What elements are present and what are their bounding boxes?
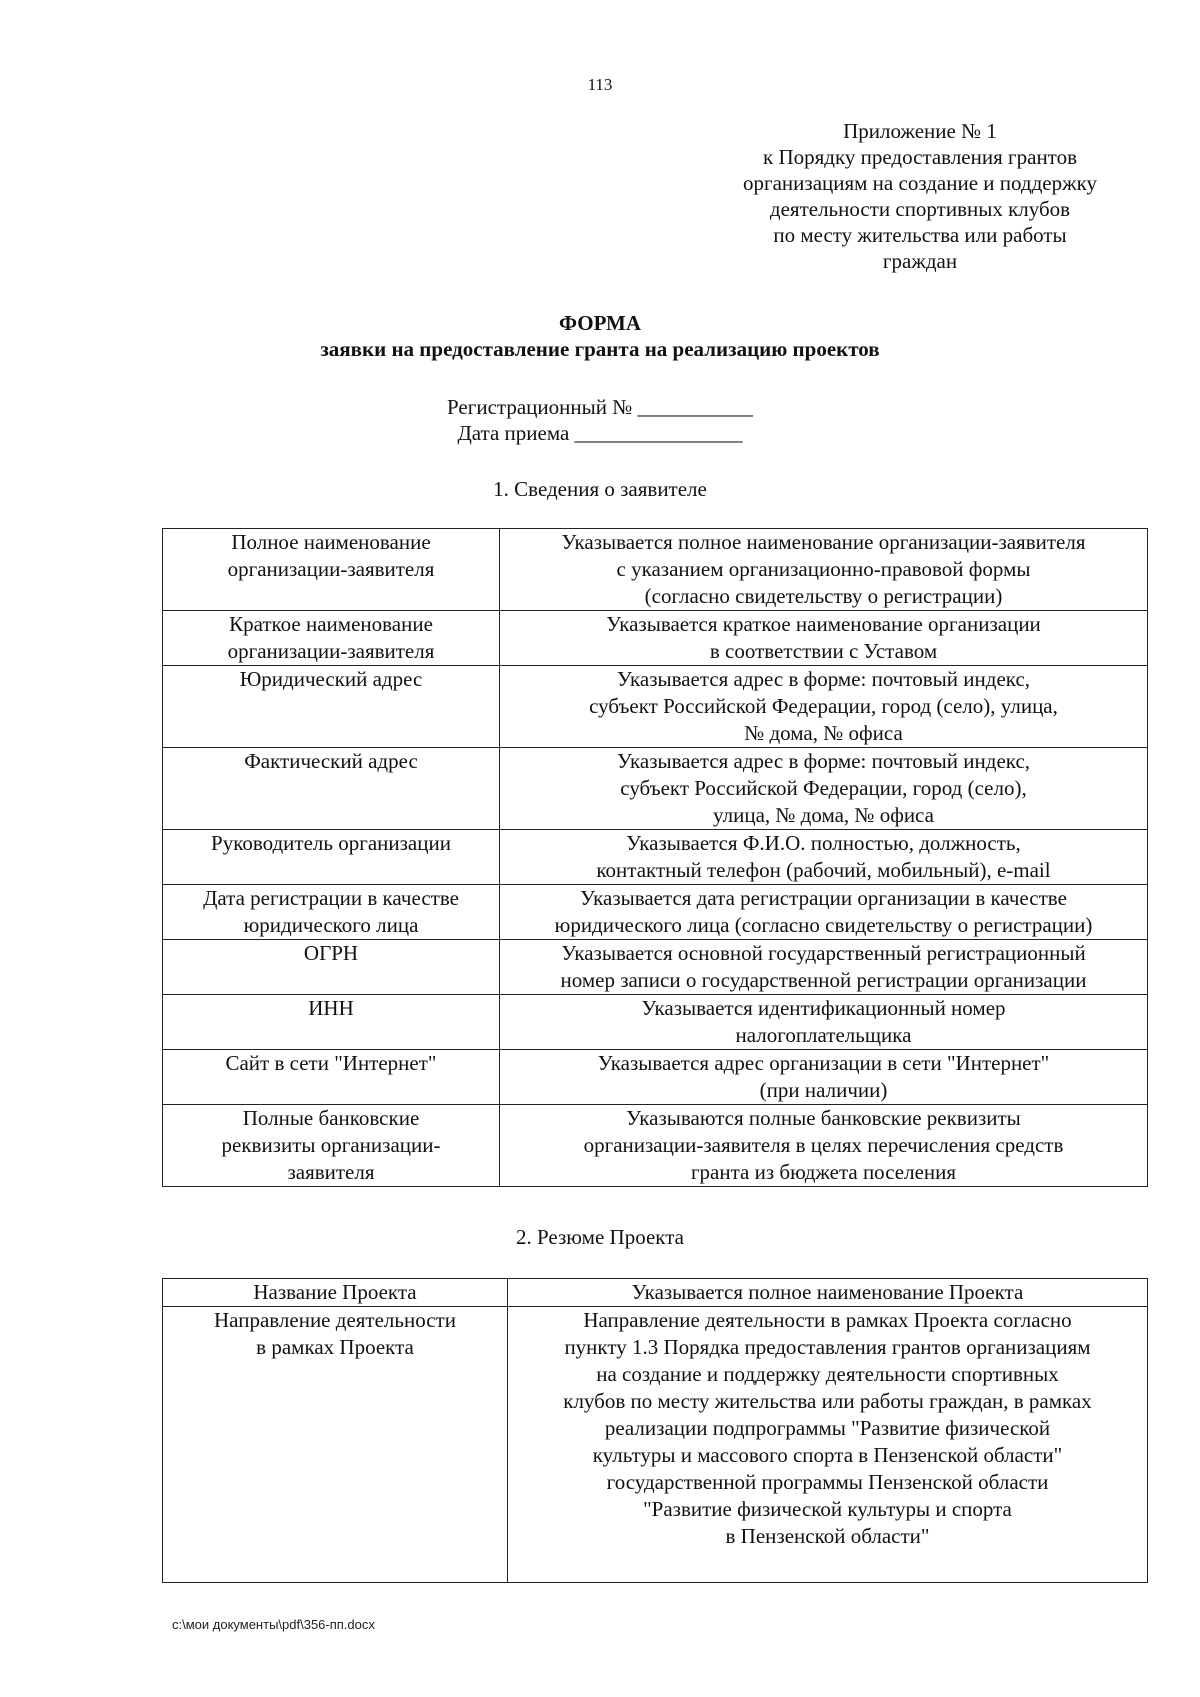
cell-line: клубов по месту жительства или работы граждан, в рамках — [563, 1389, 1092, 1413]
applicant-info-table — [162, 528, 1148, 1187]
section-heading-applicant: 1. Сведения о заявителе — [493, 477, 707, 501]
cell-line: Указывается полное наименование организации-заявителя — [561, 530, 1086, 554]
row-value — [500, 611, 1148, 666]
cell-line: в Пензенской области" — [725, 1524, 930, 1548]
row-label — [163, 1307, 508, 1583]
row-label — [163, 1050, 500, 1105]
cell-line: Направление деятельности в рамках Проекта согласно — [583, 1308, 1072, 1332]
registration-block — [0, 394, 1200, 446]
table-row — [163, 885, 1148, 940]
row-value — [500, 1105, 1148, 1187]
cell-line: номер записи о государственной регистрации организации — [560, 968, 1087, 992]
cell-line: государственной программы Пензенской области — [606, 1470, 1049, 1494]
row-label — [163, 995, 500, 1050]
cell-line: гранта из бюджета поселения — [690, 1160, 957, 1184]
cell-line: (при наличии) — [759, 1078, 888, 1102]
cell-line: налогоплательщика — [735, 1023, 912, 1047]
cell-line: юридического лица (согласно свидетельству о регистрации) — [554, 913, 1093, 937]
cell-line: субъект Российской Федерации, город (село), улица, — [589, 694, 1058, 718]
project-summary-table — [162, 1278, 1148, 1583]
section-heading-project-summary: 2. Резюме Проекта — [516, 1225, 684, 1249]
table-row — [163, 1307, 1148, 1583]
row-value — [500, 940, 1148, 995]
table-row — [163, 748, 1148, 830]
cell-line: с указанием организационно-правовой формы — [616, 557, 1031, 581]
footer-file-path: c:\мои документы\pdf\356-пп.docx — [172, 1617, 375, 1632]
row-label — [163, 940, 500, 995]
table-row — [163, 995, 1148, 1050]
table-row — [163, 1279, 1148, 1307]
cell-line: в рамках Проекта — [256, 1335, 414, 1359]
row-label — [163, 885, 500, 940]
row-value — [500, 666, 1148, 748]
cell-line: Указывается дата регистрации организации в качестве — [580, 886, 1067, 910]
cell-line: Полное наименование — [231, 530, 431, 554]
cell-line: организации-заявителя — [227, 557, 435, 581]
cell-line: в соответствии с Уставом — [709, 639, 938, 663]
row-label — [163, 529, 500, 611]
table-row — [163, 940, 1148, 995]
cell-line: улица, № дома, № офиса — [713, 803, 934, 827]
appendix-line: по месту жительства или работы — [773, 223, 1067, 247]
row-value — [500, 830, 1148, 885]
row-label — [163, 611, 500, 666]
table-row — [163, 529, 1148, 611]
appendix-line: деятельности спортивных клубов — [769, 197, 1071, 221]
row-label — [163, 1279, 508, 1307]
registration-number-field: Регистрационный № ___________ — [447, 395, 753, 419]
cell-line: организации-заявителя в целях перечисления средств — [583, 1133, 1064, 1157]
cell-line: организации-заявителя — [227, 639, 435, 663]
cell-line: Сайт в сети "Интернет" — [225, 1051, 437, 1075]
form-title — [0, 310, 1200, 362]
cell-line: Полные банковские — [242, 1106, 420, 1130]
cell-line: заявителя — [287, 1160, 375, 1184]
row-label — [163, 666, 500, 748]
form-title-main: ФОРМА — [558, 311, 642, 335]
cell-line: "Развитие физической культуры и спорта — [643, 1497, 1012, 1521]
cell-line: Указывается основной государственный регистрационный — [561, 941, 1086, 965]
cell-line: реквизиты организации- — [221, 1133, 441, 1157]
cell-line: Указывается идентификационный номер — [641, 996, 1006, 1020]
registration-date-field: Дата приема ________________ — [457, 421, 743, 445]
row-label — [163, 748, 500, 830]
appendix-line: граждан — [882, 249, 958, 273]
cell-line: юридического лица — [243, 913, 419, 937]
cell-line: ИНН — [308, 996, 354, 1020]
cell-line: Краткое наименование — [229, 612, 433, 636]
appendix-line: Приложение № 1 — [843, 119, 997, 143]
row-label — [163, 830, 500, 885]
appendix-line: организациям на создание и поддержку — [742, 171, 1098, 195]
cell-line: на создание и поддержку деятельности спортивных — [596, 1362, 1059, 1386]
appendix-block — [700, 118, 1140, 274]
cell-line: Указывается адрес в форме: почтовый индекс, — [616, 667, 1031, 691]
cell-line: Дата регистрации в качестве — [203, 886, 459, 910]
cell-line: Название Проекта — [253, 1280, 417, 1304]
table-row — [163, 666, 1148, 748]
table-row — [163, 1050, 1148, 1105]
cell-line: Указывается краткое наименование организации — [606, 612, 1041, 636]
cell-line: Указывается адрес организации в сети "Интернет" — [597, 1051, 1050, 1075]
cell-line: Указывается адрес в форме: почтовый индекс, — [616, 749, 1031, 773]
cell-line: Руководитель организации — [211, 831, 451, 855]
cell-line: ОГРН — [303, 941, 359, 965]
cell-line: культуры и массового спорта в Пензенской области" — [592, 1443, 1063, 1467]
cell-line: контактный телефон (рабочий, мобильный), e-mail — [596, 858, 1051, 882]
row-value — [500, 885, 1148, 940]
table-row — [163, 830, 1148, 885]
cell-line: Фактический адрес — [244, 749, 418, 773]
cell-line: пункту 1.3 Порядка предоставления грантов организациям — [564, 1335, 1091, 1359]
page-number: 113 — [587, 75, 613, 94]
row-value — [508, 1307, 1148, 1583]
cell-line: № дома, № офиса — [744, 721, 903, 745]
row-value — [500, 1050, 1148, 1105]
cell-line: Указывается полное наименование Проекта — [631, 1280, 1024, 1304]
appendix-line: к Порядку предоставления грантов — [763, 145, 1077, 169]
row-value — [500, 748, 1148, 830]
cell-line: Указываются полные банковские реквизиты — [626, 1106, 1021, 1130]
cell-line: реализации подпрограммы "Развитие физической — [604, 1416, 1051, 1440]
row-value — [500, 529, 1148, 611]
cell-line: Указывается Ф.И.О. полностью, должность, — [626, 831, 1021, 855]
cell-line: Направление деятельности — [214, 1308, 456, 1332]
table-row — [163, 611, 1148, 666]
row-value — [508, 1279, 1148, 1307]
table-row — [163, 1105, 1148, 1187]
cell-line: (согласно свидетельству о регистрации) — [644, 584, 1003, 608]
row-value — [500, 995, 1148, 1050]
form-title-subtitle: заявки на предоставление гранта на реализацию проектов — [320, 337, 880, 361]
cell-line: субъект Российской Федерации, город (село), — [620, 776, 1027, 800]
row-label — [163, 1105, 500, 1187]
cell-line: Юридический адрес — [239, 667, 423, 691]
